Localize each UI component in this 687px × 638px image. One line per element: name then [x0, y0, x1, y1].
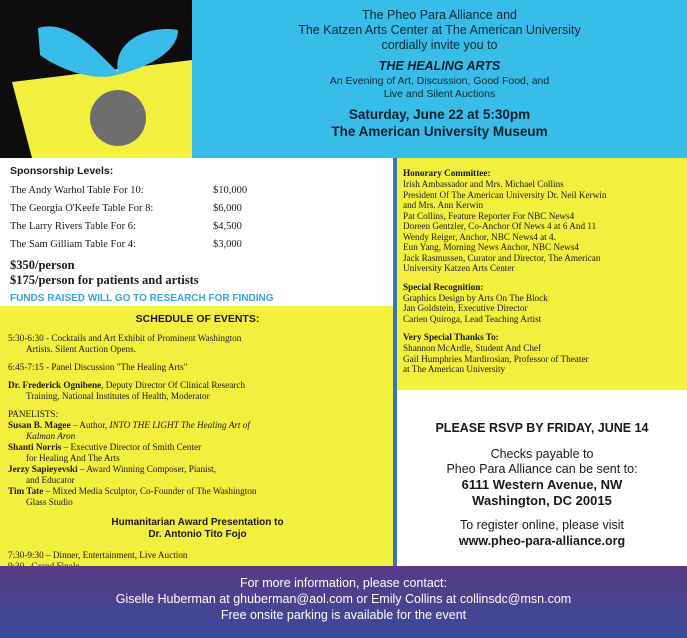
panelist-desc-cont: and Educator: [26, 475, 75, 485]
thanks-item: at The American University: [403, 364, 506, 374]
header-line-3: cordially invite you to: [381, 38, 498, 52]
price-per-person: $350/person: [10, 258, 75, 272]
online-text: To register online, please visit: [460, 518, 624, 532]
level-name: The Andy Warhol Table For 10:: [10, 185, 144, 196]
recognition-item: Jan Goldstein, Executive Director: [403, 303, 528, 313]
event-subtitle-1: An Evening of Art, Discussion, Good Food, and: [329, 75, 550, 87]
panelist: [8, 420, 387, 431]
recognition-title: Special Recognition:: [403, 281, 484, 292]
thanks-item: Gail Humphries Mardirosian, Professor of Theater: [403, 353, 589, 364]
moderator-name: Dr. Frederick Ognibene: [8, 380, 102, 390]
schedule-item: 6:45-7:15 - Panel Discussion "The Healing Arts": [8, 362, 188, 372]
footer-parking: Free onsite parking is available for the event: [220, 608, 467, 622]
committee-title: Honorary Committee:: [403, 168, 491, 178]
award-recipient: Dr. Antonio Tito Fojo: [148, 529, 247, 540]
panelist-book: INTO THE LIGHT The Healing Art of: [109, 420, 250, 430]
checks-line-2: Pheo Para Alliance can be sent to:: [446, 462, 638, 476]
committee-member: Wendy Reiger, Anchor, NBC News4 at 4.: [403, 231, 556, 242]
checks-line-1: Checks payable to: [490, 447, 594, 461]
panelist-desc: – Award Winning Composer, Pianist,: [77, 464, 217, 474]
level-name: The Georgia O'Keefe Table For 8:: [10, 203, 154, 214]
event-date: Saturday, June 22 at 5:30pm: [348, 107, 531, 122]
panelist-name: Shanti Norris: [8, 442, 62, 452]
footer-line-1: For more information, please contact:: [239, 576, 448, 590]
artwork-graphic: [0, 0, 192, 158]
thanks-item: Shannon McArdle, Student And Chef: [403, 343, 542, 353]
recognition-item: Graphics Design by Arts On The Block: [403, 292, 548, 303]
schedule-item-cont: Artists. Silent Auction Opens.: [26, 344, 136, 354]
committee-member: President Of The American University Dr. Neil Kerwin: [403, 189, 607, 200]
committee-section: [397, 158, 687, 390]
sponsorship-level: [10, 184, 393, 198]
panelist-book-cont: Kalman Aron: [26, 431, 76, 441]
panelist-desc-cont: for Healing And The Arts: [26, 453, 120, 463]
mailing-address-1: 6111 Western Avenue, NW: [461, 477, 623, 492]
schedule-title: SCHEDULE OF EVENTS:: [135, 313, 260, 325]
recognition-item: Carien Quiroga, Lead Teaching Artist: [403, 313, 542, 324]
sponsorship-level: [10, 238, 393, 252]
mailing-address-2: Washington, DC 20015: [472, 493, 612, 508]
moderator-line: [8, 380, 387, 391]
invitation-header: [192, 0, 687, 158]
panelist-name: Jerzy Sapieyevski: [8, 464, 78, 474]
schedule-item: 7:30-9:30 – Dinner, Entertainment, Live Auction: [8, 550, 188, 560]
level-name: The Sam Gilliam Table For 4:: [10, 239, 136, 250]
contact-footer: [0, 566, 687, 638]
committee-member: Eun Yang, Morning News Anchor, NBC News4: [403, 242, 579, 252]
footer-contacts[interactable]: Giselle Huberman at ghuberman@aol.com or Emily Collins at collinsdc@msn.com: [115, 592, 572, 606]
committee-member: Doreen Gentzler, Co-Anchor Of News 4 at 6 And 11: [403, 221, 597, 231]
schedule-section: [0, 306, 393, 566]
level-name: The Larry Rivers Table For 6:: [10, 221, 136, 232]
level-price: $6,000: [213, 203, 242, 214]
panelist-desc: – Executive Director of Smith Center: [61, 442, 202, 452]
rsvp-section: [397, 390, 687, 566]
sponsorship-level: [10, 202, 393, 216]
sponsorship-level: [10, 220, 393, 234]
level-price: $10,000: [213, 185, 248, 196]
header-line-1: The Pheo Para Alliance and: [362, 8, 517, 22]
moderator-desc-cont: Training, National Institutes of Health, Moderator: [26, 391, 210, 401]
price-patients: $175/person for patients and artists: [10, 273, 199, 287]
sponsorship-title: Sponsorship Levels:: [10, 165, 114, 177]
committee-member: Irish Ambassador and Mrs. Michael Collins: [403, 179, 564, 189]
rsvp-title: PLEASE RSVP BY FRIDAY, JUNE 14: [435, 421, 649, 435]
panelist-desc: – Mixed Media Sculptor, Co-Founder of The Washington: [43, 486, 257, 496]
sponsorship-section: [0, 158, 393, 306]
level-price: $4,500: [213, 221, 242, 232]
panelist-desc: – Author,: [70, 420, 110, 430]
event-title: THE HEALING ARTS: [378, 59, 501, 73]
panelist-name: Tim Tate: [8, 486, 44, 496]
header-line-2: The Katzen Arts Center at The American University: [298, 23, 581, 37]
panelist-name: Susan B. Magee: [8, 420, 71, 430]
event-venue: The American University Museum: [331, 124, 548, 139]
committee-member: and Mrs. Ann Kerwin: [403, 200, 484, 210]
funds-note-line-1: FUNDS RAISED WILL GO TO RESEARCH FOR FINDING: [10, 293, 274, 304]
moderator-desc: , Deputy Director Of Clinical Research: [101, 380, 246, 390]
registration-link[interactable]: www.pheo-para-alliance.org: [458, 534, 626, 548]
committee-member: Jack Rasmussen, Curator and Director, The American: [403, 252, 601, 263]
abstract-artwork: [0, 0, 192, 158]
committee-member: Pat Collins, Feature Reporter For NBC News4: [403, 210, 575, 221]
committee-member: University Katzen Arts Center: [403, 263, 515, 273]
panelist-desc-cont: Glass Studio: [26, 497, 73, 507]
level-price: $3,000: [213, 239, 242, 250]
panelist: [8, 442, 387, 453]
panelists-label: PANELISTS:: [8, 409, 59, 419]
award-line-1: Humanitarian Award Presentation to: [111, 517, 284, 528]
schedule-item: 5:30-6:30 - Cocktails and Art Exhibit of Prominent Washington: [8, 333, 242, 343]
thanks-title: Very Special Thanks To:: [403, 332, 499, 342]
panelist: [8, 464, 387, 475]
art-gray-circle: [90, 90, 146, 146]
panelist: [8, 486, 387, 497]
event-subtitle-2: Live and Silent Auctions: [383, 88, 496, 100]
